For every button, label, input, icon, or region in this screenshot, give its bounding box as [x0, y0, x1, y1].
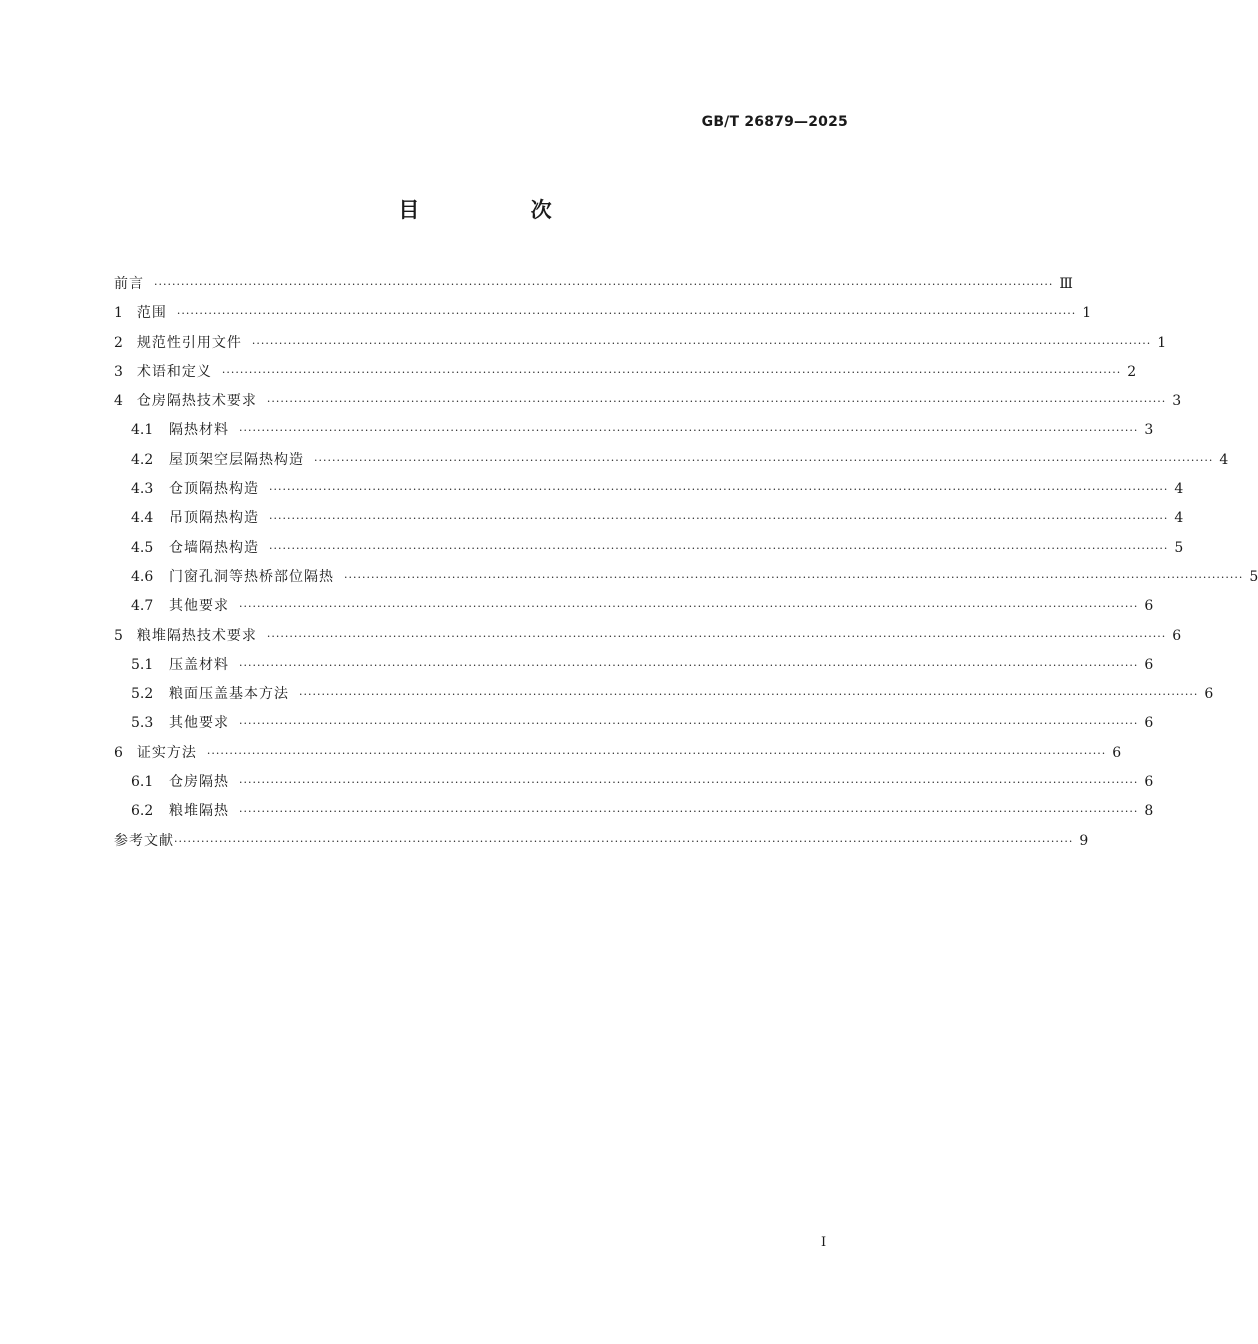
toc-entry-page: 5: [1174, 539, 1184, 556]
toc-leader-dots: ········································································································································································································: [299, 688, 1199, 702]
toc-entry-page: 6: [1144, 774, 1154, 791]
toc-entry-number: 1: [114, 305, 123, 322]
toc-entry[interactable]: [114, 329, 1167, 358]
toc-entry-page: 4: [1174, 481, 1184, 498]
toc-leader-dots: ········································································································································································································: [239, 717, 1139, 731]
toc-entry[interactable]: [114, 504, 1184, 533]
toc-entry-label: 术语和定义: [136, 363, 212, 380]
toc-leader-dots: ········································································································································································································: [206, 746, 1107, 760]
toc-leader-dots: ········································································································································································································: [269, 483, 1169, 497]
toc-entry-number: 5: [114, 627, 123, 644]
toc-entry-page: 6: [1172, 627, 1182, 644]
toc-entry[interactable]: [114, 299, 1092, 328]
toc-entry-label: 证实方法: [136, 744, 197, 761]
toc-entry-number: 5.1: [131, 656, 154, 673]
toc-entry[interactable]: [114, 768, 1154, 797]
toc-entry-number: 4.5: [131, 539, 154, 556]
toc-entry-number: 4.2: [131, 451, 154, 468]
toc-entry[interactable]: [114, 827, 1089, 856]
toc-entry-page: 5: [1249, 568, 1258, 585]
standard-code: GB/T 26879—2025: [701, 114, 848, 130]
toc-entry-number: 5.2: [131, 686, 154, 703]
toc-leader-dots: ········································································································································································································: [269, 541, 1169, 555]
toc-entry-number: 2: [114, 334, 123, 351]
toc-entry-number: 4.3: [131, 481, 154, 498]
toc-entry-page: 1: [1157, 334, 1167, 351]
toc-entry-label: 其他要求: [169, 715, 229, 732]
toc-entry[interactable]: [114, 270, 1073, 299]
toc-entry-label: 压盖材料: [169, 656, 229, 673]
toc-entry-label: 粮堆隔热: [169, 803, 229, 820]
toc-entry[interactable]: [114, 739, 1122, 768]
toc-entry-label: 仓房隔热技术要求: [136, 393, 257, 410]
toc-entry[interactable]: [114, 651, 1154, 680]
page-title: 目 次: [398, 198, 604, 222]
toc-entry[interactable]: [114, 709, 1154, 738]
toc-leader-dots: ········································································································································································································: [239, 805, 1139, 819]
toc-leader-dots: ········································································································································································································: [239, 658, 1139, 672]
toc-entry-page: 3: [1144, 422, 1154, 439]
toc-leader-dots: ········································································································································································································: [239, 424, 1139, 438]
toc-entry-number: 5.3: [131, 715, 154, 732]
toc-leader-dots: ········································································································································································································: [239, 600, 1139, 614]
toc-entry-page: 6: [1144, 656, 1154, 673]
toc-entry-page: 6: [1144, 715, 1154, 732]
toc-leader-dots: ········································································································································································································: [251, 336, 1152, 350]
toc-entry-number: 4.6: [131, 568, 154, 585]
toc-leader-dots: ········································································································································································································: [314, 453, 1214, 467]
toc-leader-dots: ········································································································································································································: [269, 512, 1169, 526]
toc-entry-page: 4: [1219, 451, 1229, 468]
toc-leader-dots: ········································································································································································································: [176, 307, 1077, 321]
toc-entry-label: 仓房隔热: [169, 774, 229, 791]
toc-entry-label: 粮堆隔热技术要求: [136, 627, 257, 644]
toc-entry[interactable]: [114, 416, 1154, 445]
toc-entry-page: 6: [1112, 744, 1122, 761]
toc-entry-number: 4: [114, 393, 123, 410]
toc-entry-label: 规范性引用文件: [136, 334, 242, 351]
toc-entry-page: 2: [1127, 363, 1137, 380]
toc-entry-label: 参考文献: [114, 832, 174, 849]
toc-entry[interactable]: [114, 797, 1154, 826]
toc-entry[interactable]: [114, 680, 1214, 709]
toc-leader-dots: ········································································································································································································: [344, 570, 1244, 584]
toc-entry-page: 4: [1174, 510, 1184, 527]
toc-entry[interactable]: [114, 534, 1184, 563]
toc-entry[interactable]: [114, 358, 1137, 387]
table-of-contents: [114, 270, 1258, 856]
toc-entry-label: 仓墙隔热构造: [169, 539, 259, 556]
toc-entry-number: 4.4: [131, 510, 154, 527]
toc-entry-label: 隔热材料: [169, 422, 229, 439]
toc-leader-dots: ········································································································································································································: [174, 834, 1074, 848]
toc-entry-label: 屋顶架空层隔热构造: [169, 451, 304, 468]
toc-entry[interactable]: [114, 446, 1229, 475]
toc-entry-number: 6: [114, 744, 123, 761]
toc-entry-label: 其他要求: [169, 598, 229, 615]
toc-entry[interactable]: [114, 387, 1182, 416]
toc-entry-label: 吊顶隔热构造: [169, 510, 259, 527]
toc-entry-number: 4.1: [131, 422, 154, 439]
toc-entry-label: 粮面压盖基本方法: [169, 686, 289, 703]
toc-entry[interactable]: [114, 622, 1182, 651]
toc-entry-page: 6: [1204, 686, 1214, 703]
toc-entry-page: 6: [1144, 598, 1154, 615]
toc-entry-page: 9: [1079, 832, 1089, 849]
toc-entry-page: 3: [1172, 393, 1182, 410]
toc-entry-label: 前言: [114, 276, 144, 292]
toc-entry[interactable]: [114, 475, 1184, 504]
toc-entry-page: 8: [1144, 803, 1154, 820]
toc-entry-label: 范围: [136, 305, 167, 322]
toc-leader-dots: ········································································································································································································: [221, 365, 1122, 379]
toc-entry-number: 6.1: [131, 774, 154, 791]
toc-entry-number: 6.2: [131, 803, 154, 820]
toc-leader-dots: ········································································································································································································: [239, 776, 1139, 790]
toc-entry-label: 仓顶隔热构造: [169, 481, 259, 498]
toc-leader-dots: ········································································································································································································: [266, 629, 1167, 643]
toc-entry[interactable]: [114, 563, 1258, 592]
toc-leader-dots: ········································································································································································································: [154, 278, 1054, 291]
page-number: I: [821, 1235, 827, 1250]
toc-entry-number: 3: [114, 363, 123, 380]
toc-entry-number: 4.7: [131, 598, 154, 615]
toc-entry-label: 门窗孔洞等热桥部位隔热: [169, 568, 334, 585]
toc-leader-dots: ········································································································································································································: [266, 395, 1167, 409]
toc-entry-page: Ⅲ: [1059, 276, 1073, 292]
toc-entry-page: 1: [1082, 305, 1092, 322]
toc-entry[interactable]: [114, 592, 1154, 621]
